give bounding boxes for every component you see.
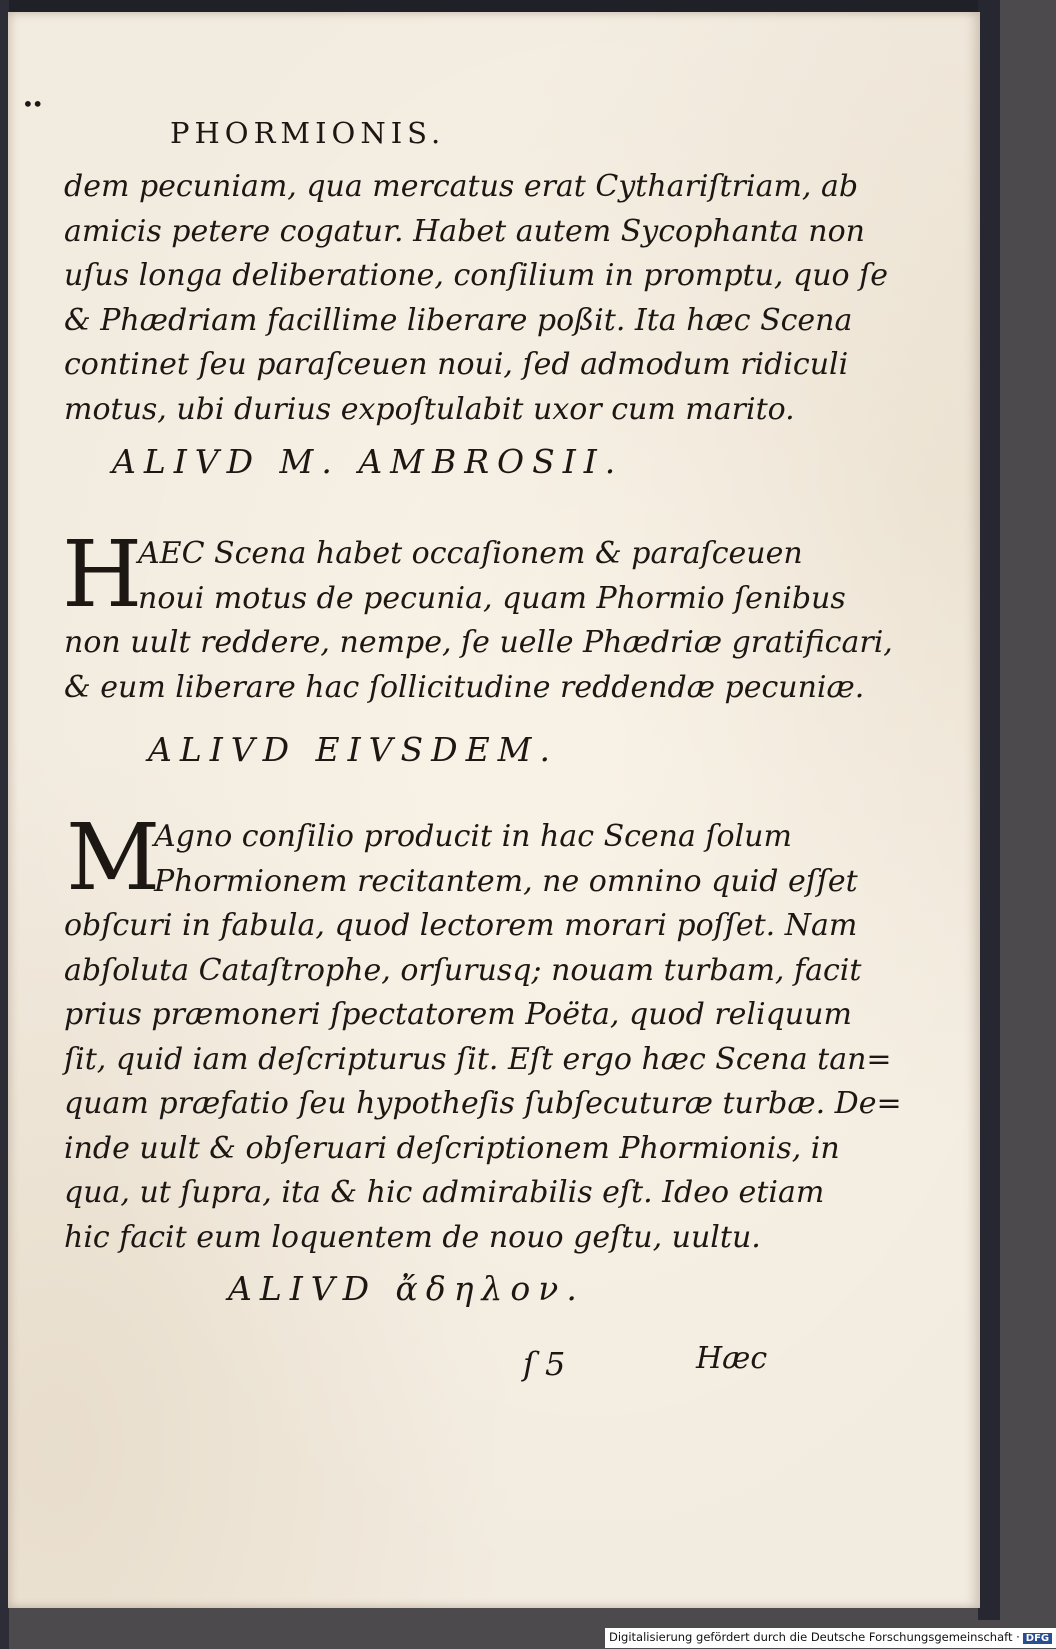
text-line: qua, ut ſupra, ita & hic admirabilis eſt. Ideo etiam bbox=[64, 1175, 825, 1210]
text-line: obſcuri in fabula, quod lectorem morari poſſet. Nam bbox=[64, 908, 858, 943]
text-line: ſit, quid iam deſcripturus ſit. Eſt ergo hæc Scena tan= bbox=[64, 1041, 892, 1077]
catchword: Hæc bbox=[696, 1341, 768, 1376]
text-line: hic facit eum loquentem de nouo geſtu, uultu. bbox=[64, 1219, 761, 1255]
paragraph-1 bbox=[64, 165, 888, 432]
text-line: continet ſeu paraſceuen noui, ſed admodum ridiculi bbox=[64, 347, 849, 382]
section-heading-ambrosii: ALIVD M. AMBROSII. bbox=[112, 442, 624, 481]
dfg-logo: DFG bbox=[1023, 1633, 1052, 1644]
text-line: Phormionem recitantem, ne omnino quid eſſet bbox=[154, 863, 858, 899]
paragraph-2 bbox=[62, 521, 893, 710]
scan-border-right bbox=[978, 0, 1000, 1620]
text-line: amicis petere cogatur. Habet autem Sycophanta non bbox=[64, 213, 865, 249]
section-heading-adelon: ALIVD ἄδηλον. bbox=[228, 1269, 585, 1308]
paragraph-3 bbox=[64, 804, 902, 1260]
digitization-credit bbox=[605, 1628, 1056, 1648]
text-line: dem pecuniam, qua mercatus erat Cythariſtriam, ab bbox=[64, 169, 859, 204]
text-line: prius præmoneri ſpectatorem Poëta, quod reliquum bbox=[64, 997, 852, 1032]
text-line: motus, ubi durius expoſtulabit uxor cum marito. bbox=[64, 391, 795, 427]
text-line: noui motus de pecunia, quam Phormio ſenibus bbox=[138, 580, 846, 616]
text-line: non uult reddere, nempe, ſe uelle Phædriæ gratificari, bbox=[64, 625, 893, 660]
text-line: quam præfatio ſeu hypotheſis ſubſecuturæ turbæ. De= bbox=[64, 1086, 902, 1121]
text-line: Agno conſilio producit in hac Scena ſolum bbox=[154, 819, 792, 854]
text-line: & eum liberare hac ſollicitudine reddendæ pecuniæ. bbox=[64, 669, 865, 705]
drop-cap-m: M bbox=[66, 804, 161, 911]
running-head: PHORMIONIS. bbox=[170, 116, 446, 150]
book-page bbox=[8, 12, 980, 1608]
section-heading-eiusdem: ALIVD EIVSDEM. bbox=[148, 730, 558, 769]
text-line: inde uult & obſeruari deſcriptionem Phormionis, in bbox=[64, 1130, 840, 1166]
signature-mark: ſ 5 bbox=[523, 1345, 566, 1383]
text-line: & Phædriam facillime liberare poßit. Ita hæc Scena bbox=[64, 302, 853, 338]
page-marks: •• bbox=[22, 92, 42, 116]
credit-text: Digitalisierung gefördert durch die Deutsche Forschungsgemeinschaft · bbox=[609, 1630, 1020, 1644]
text-line: uſus longa deliberatione, conſilium in promptu, quo ſe bbox=[64, 258, 888, 293]
text-line: abſoluta Cataſtrophe, orſurusq; nouam turbam, facit bbox=[64, 952, 862, 988]
drop-cap-h: H bbox=[62, 521, 143, 628]
text-line: AEC Scena habet occaſionem & paraſceuen bbox=[138, 536, 803, 571]
